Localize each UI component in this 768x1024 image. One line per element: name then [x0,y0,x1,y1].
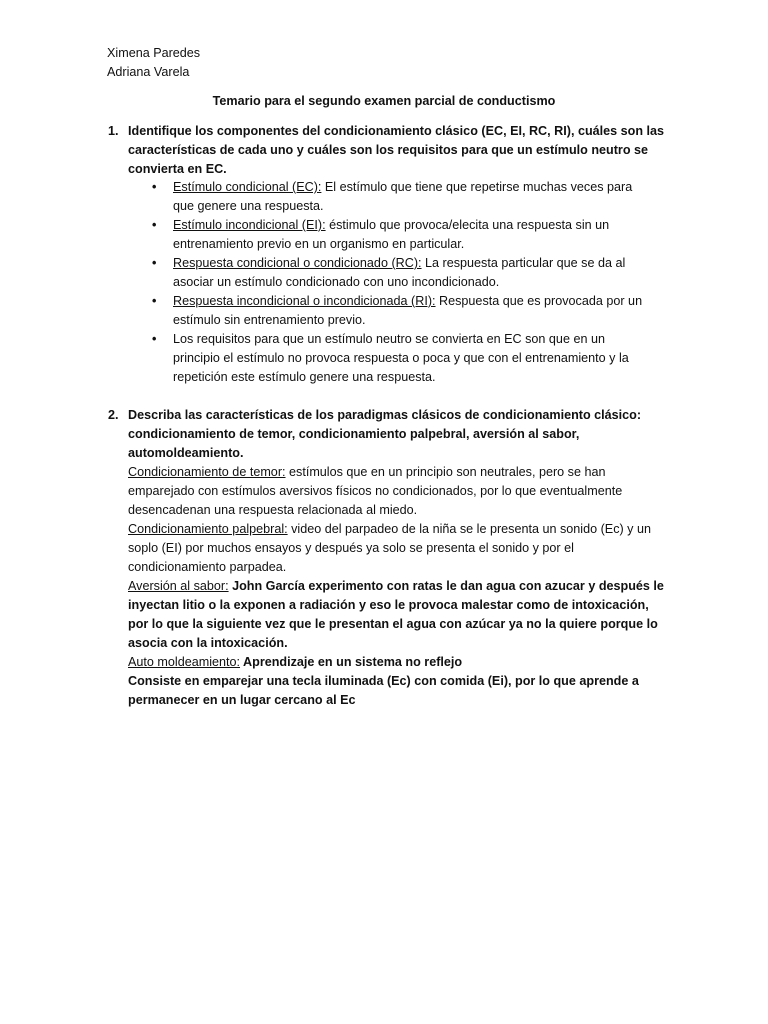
question-number: 1. [108,124,119,138]
answer-body [128,463,668,710]
term-definition: éstimulo que provoca/elecita una respuesta sin un entrenamiento previo en un organismo en particular. [173,218,610,251]
author-list [107,44,200,82]
term-label: Condicionamiento palpebral: [128,522,288,536]
author-name: Ximena Paredes [107,46,201,60]
term-definition: La respuesta particular que se da al asociar un estímulo condicionado con uno incondicionado. [173,256,626,289]
list-item [152,330,643,387]
list-item [152,178,643,216]
bullet-icon: • [152,332,157,346]
list-item [152,216,643,254]
bullet-icon: • [152,218,157,232]
term-definition: video del parpadeo de la niña se le presenta un sonido (Ec) y un soplo (EI) por muchos ensayos y después ya solo se presenta el sonido y por el condicionamiento parpadea. [128,522,651,574]
term-definition: estímulos que en un principio son neutrales, pero se han emparejado con estímulos aversivos físicos no condicionados, por lo que eventualmente desencadenan una respuesta relacionada al miedo. [128,465,623,517]
bullet-icon: • [152,256,157,270]
question-1 [108,122,668,384]
term-label: Condicionamiento de temor: [128,465,286,479]
term-label: Auto moldeamiento: [128,655,241,669]
list-item [152,254,643,292]
paradigm-item [128,577,668,653]
document-title: Temario para el segundo examen parcial de conductismo [212,94,556,108]
question-2 [108,406,668,710]
term-definition: El estímulo que tiene que repetirse muchas veces para que genere una respuesta. [173,180,633,213]
answer-bullet-list [152,178,643,387]
term-label: Respuesta incondicional o incondicionada (RI): [173,294,436,308]
author-name: Adriana Varela [107,65,190,79]
paradigm-item [128,463,668,520]
term-label: Estímulo incondicional (EI): [173,218,326,232]
bullet-icon: • [152,294,157,308]
term-label: Estímulo condicional (EC): [173,180,322,194]
term-label: Respuesta condicional o condicionado (RC): [173,256,422,270]
term-definition: John García experimento con ratas le dan agua con azucar y después le inyectan litio o la exponen a radiación y eso le provoca malestar como de intoxicación, por lo que la siguiente vez que le presentan el agua con azúcar ya no la quiere porque lo asocia con la intoxicación. [128,579,664,650]
question-text: Identifique los componentes del condicionamiento clásico (EC, EI, RC, RI), cuáles son las características de cada uno y cuáles son los requisitos para que un estímulo neutro se convierta en EC. [128,124,665,176]
list-item [152,292,643,330]
question-text: Describa las características de los paradigmas clásicos de condicionamiento clásico: condicionamiento de temor, condicionamiento palpebral, aversión al sabor, automoldeamiento. [128,408,642,460]
paradigm-item [128,653,668,672]
bullet-icon: • [152,180,157,194]
paradigm-item [128,520,668,577]
term-definition: Aprendizaje en un sistema no reflejo [240,655,463,669]
requirements-text: Los requisitos para que un estímulo neutro se convierta en EC son que en un principio el estímulo no provoca respuesta o poca y que con el entrenamiento y la repetición este estímulo genere una respuesta. [173,332,629,384]
closing-paragraph: Consiste en emparejar una tecla iluminada (Ec) con comida (Ei), por lo que aprende a permanecer en un lugar cercano al Ec [128,674,639,707]
term-label: Aversión al sabor: [128,579,229,593]
question-number: 2. [108,408,119,422]
term-definition: Respuesta que es provocada por un estímulo sin entrenamiento previo. [173,294,643,327]
